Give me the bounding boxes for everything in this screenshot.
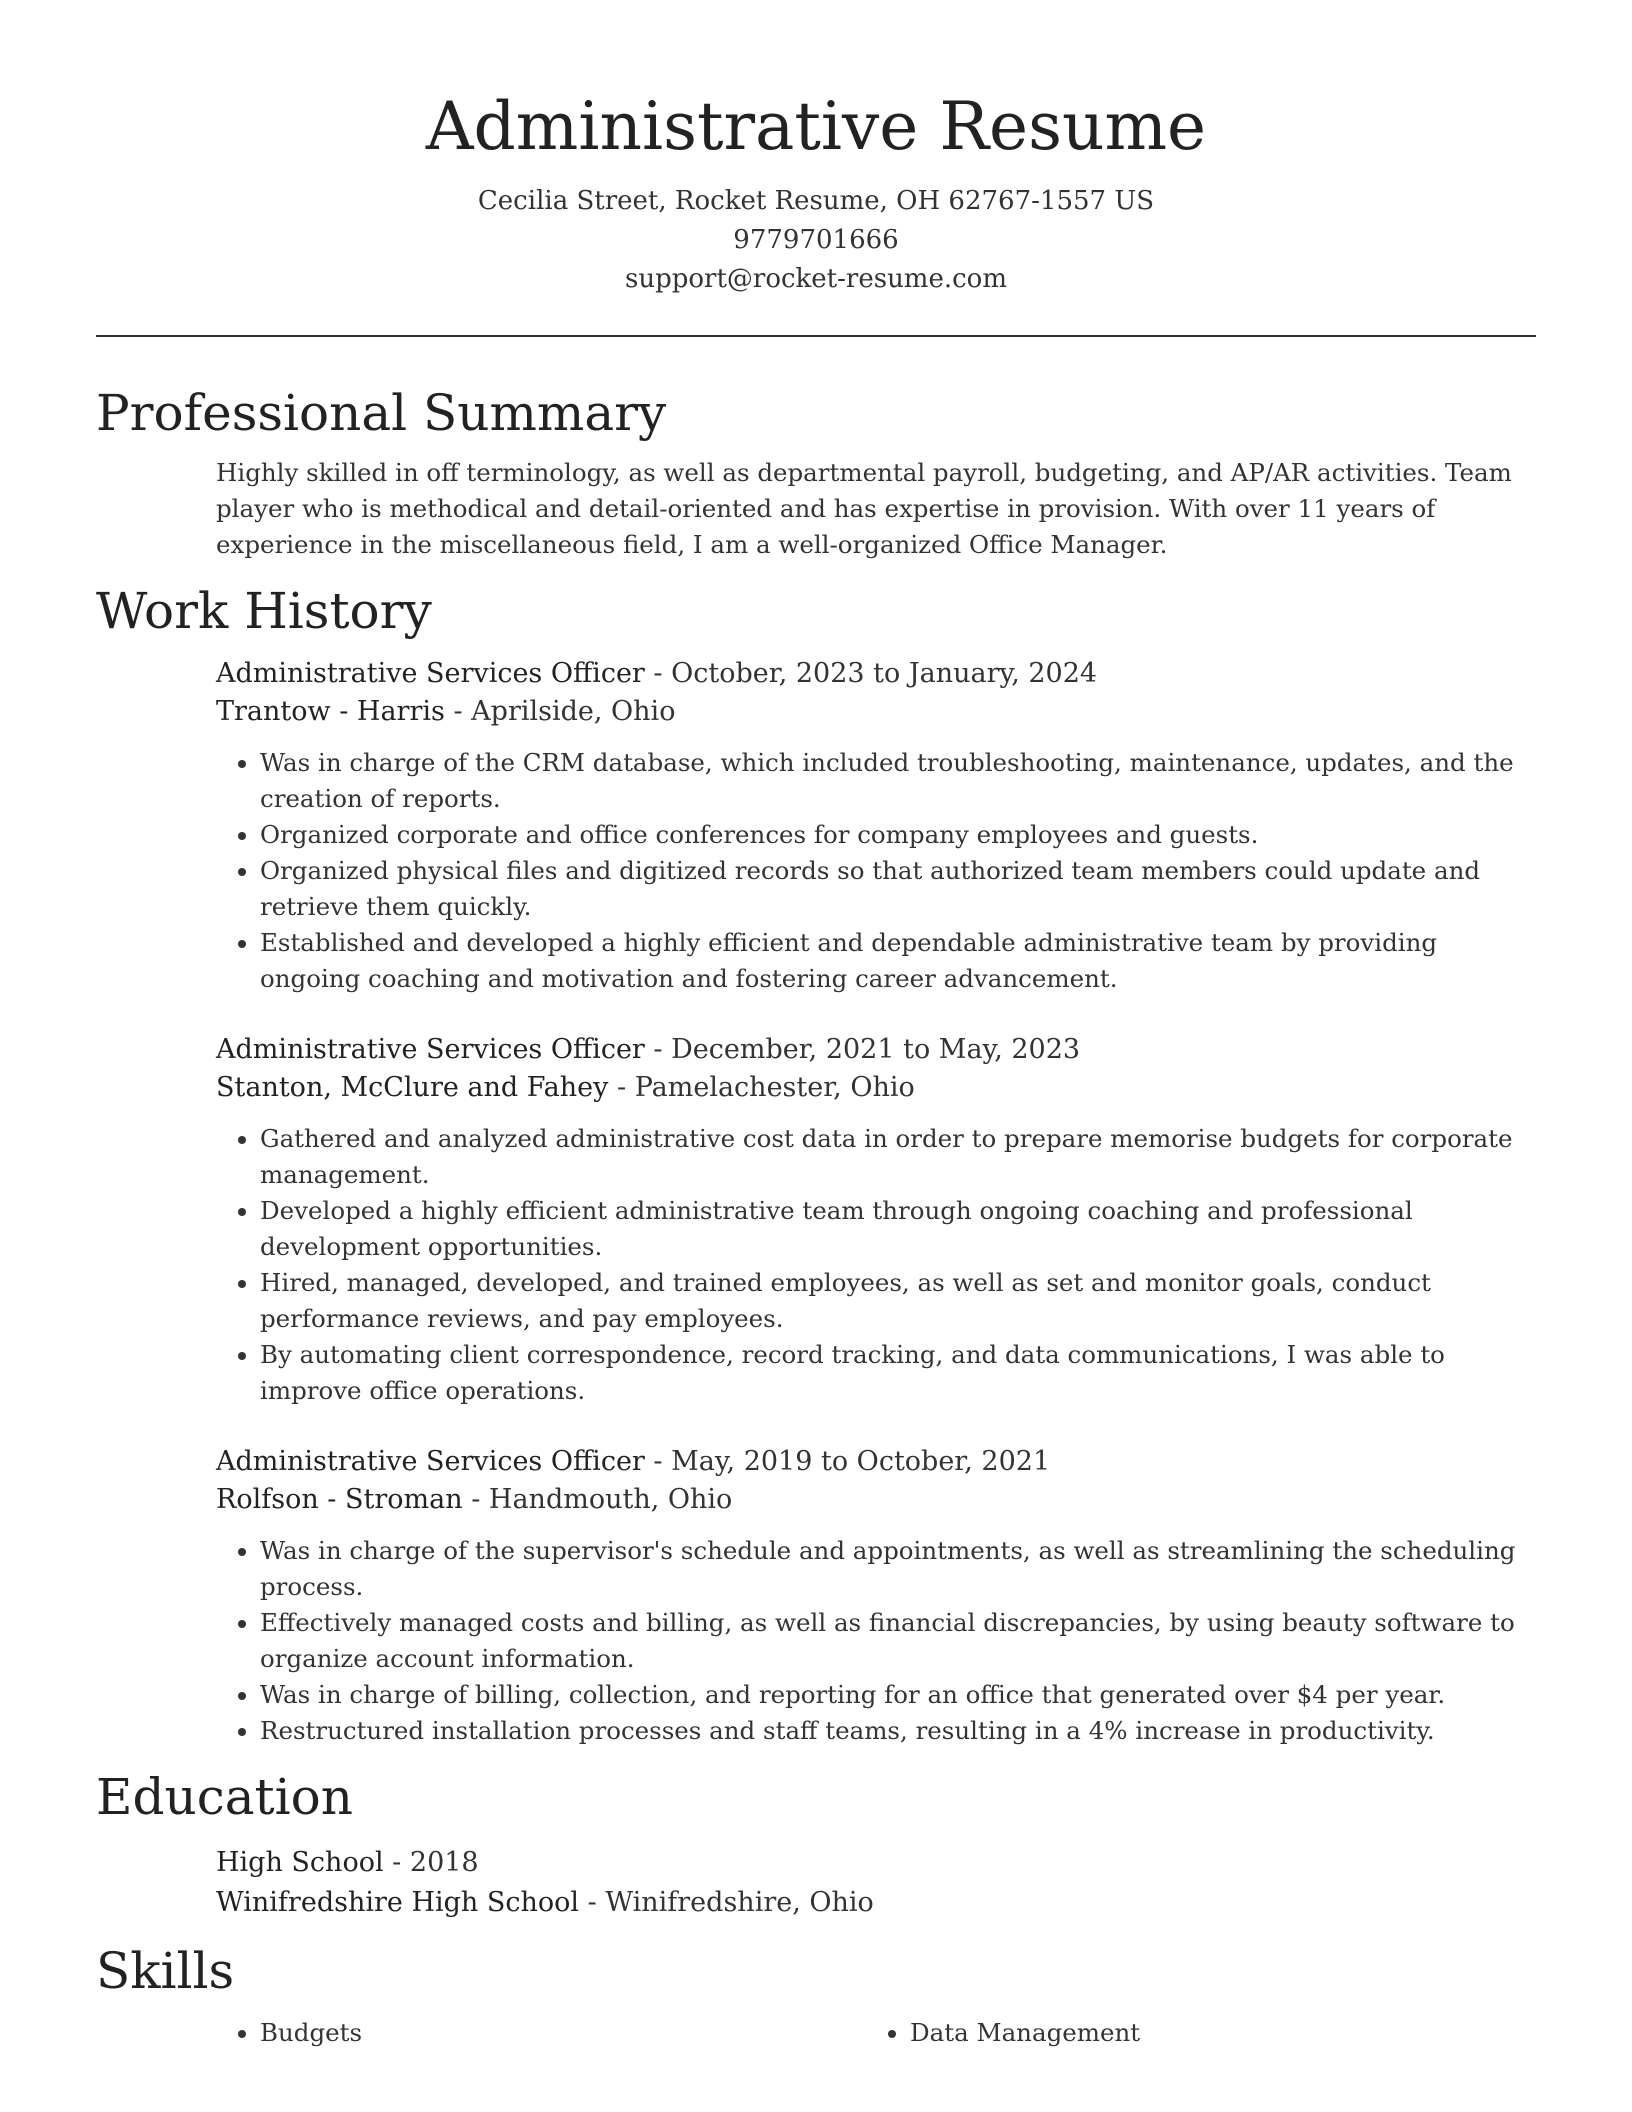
job-entry [216, 1443, 1536, 1749]
job-bullet: • Restructured installation processes and staff teams, resulting in a 4% increase in productivity. [260, 1713, 1536, 1749]
job-bullet: • Developed a highly efficient administrative team through ongoing coaching and professional development opportunities. [260, 1193, 1536, 1265]
job-dates: May, 2019 to October, 2021 [671, 1446, 1051, 1477]
job-title: Administrative Services Officer [216, 1034, 645, 1065]
education-section [96, 1765, 1536, 1923]
contact-email: support@rocket-resume.com [624, 264, 1007, 294]
education-school: Winifredshire High School [216, 1887, 580, 1918]
job-entry [216, 1031, 1536, 1409]
job-location: Handmouth, Ohio [488, 1484, 733, 1515]
job-bullets [216, 1121, 1536, 1409]
job-company-line: Rolfson - Stroman - Handmouth, Ohio [216, 1484, 733, 1515]
job-bullet: • Was in charge of billing, collection, and reporting for an office that generated over $4 per year. [260, 1677, 1536, 1713]
skills-section [96, 1939, 1536, 2051]
job-bullet: • Organized physical files and digitized records so that authorized team members could update and retrieve them quickly. [260, 853, 1536, 925]
job-title-line: Administrative Services Officer - December, 2021 to May, 2023 [216, 1034, 1081, 1065]
job-company-line: Stanton, McClure and Fahey - Pamelachester, Ohio [216, 1072, 915, 1103]
job-company-line: Trantow - Harris - Aprilside, Ohio [216, 696, 676, 727]
job-bullet: • By automating client correspondence, record tracking, and data communications, I was able to improve office operations. [260, 1337, 1536, 1409]
resume-page [96, 0, 1536, 2051]
education-heading: Education [96, 1768, 353, 1826]
job-company: Trantow - Harris [216, 696, 445, 727]
work-heading: Work History [96, 582, 432, 640]
job-title-line: Administrative Services Officer - October, 2023 to January, 2024 [216, 658, 1098, 689]
education-entry [216, 1843, 1536, 1923]
work-section [96, 579, 1536, 1749]
skills-heading: Skills [96, 1942, 235, 2000]
job-bullet: • Established and developed a highly efficient and dependable administrative team by providing ongoing coaching and motivation and fostering career advancement. [260, 925, 1536, 997]
skill-item: • Data Management [910, 2015, 1516, 2051]
job-bullets [216, 745, 1536, 997]
job-bullet: • Effectively managed costs and billing, as well as financial discrepancies, by using beauty software to organize account information. [260, 1605, 1536, 1677]
education-year: 2018 [409, 1847, 479, 1878]
resume-title: Administrative Resume [425, 88, 1207, 165]
job-title: Administrative Services Officer [216, 1446, 645, 1477]
summary-text: Highly skilled in off terminology, as well as departmental payroll, budgeting, and AP/AR activities. Team player who is methodical and detail-oriented and has expertise in provision. With over 11 years of experience in the miscellaneous field, I am a well-organized Office Manager. [216, 458, 1512, 559]
contact-address: Cecilia Street, Rocket Resume, OH 62767-1557 US [477, 186, 1155, 216]
job-entry [216, 655, 1536, 997]
job-title: Administrative Services Officer [216, 658, 645, 689]
skill-item: • Budgets [260, 2015, 866, 2051]
skills-list-left [216, 2015, 866, 2051]
job-location: Pamelachester, Ohio [634, 1072, 915, 1103]
job-bullet: • Organized corporate and office conferences for company employees and guests. [260, 817, 1536, 853]
job-location: Aprilside, Ohio [471, 696, 676, 727]
contact-phone: 9779701666 [733, 225, 899, 255]
job-bullet: • Gathered and analyzed administrative cost data in order to prepare memorise budgets for corporate management. [260, 1121, 1536, 1193]
summary-heading: Professional Summary [96, 384, 667, 442]
summary-section [96, 381, 1536, 563]
job-title-line: Administrative Services Officer - May, 2019 to October, 2021 [216, 1446, 1051, 1477]
contact-block [96, 182, 1536, 299]
resume-header [96, 0, 1536, 299]
education-school-line: Winifredshire High School - Winifredshire, Ohio [216, 1887, 874, 1918]
job-dates: October, 2023 to January, 2024 [671, 658, 1098, 689]
skills-list-right [866, 2015, 1516, 2051]
education-location: Winifredshire, Ohio [605, 1887, 874, 1918]
skills-grid [216, 2015, 1536, 2051]
job-company: Stanton, McClure and Fahey [216, 1072, 609, 1103]
education-degree: High School [216, 1847, 384, 1878]
header-divider [96, 335, 1536, 337]
education-degree-line: High School - 2018 [216, 1847, 479, 1878]
job-bullet: • Was in charge of the supervisor's schedule and appointments, as well as streamlining the scheduling process. [260, 1533, 1536, 1605]
job-bullet: • Was in charge of the CRM database, which included troubleshooting, maintenance, updates, and the creation of reports. [260, 745, 1536, 817]
job-bullets [216, 1533, 1536, 1749]
job-company: Rolfson - Stroman [216, 1484, 463, 1515]
job-bullet: • Hired, managed, developed, and trained employees, as well as set and monitor goals, conduct performance reviews, and pay employees. [260, 1265, 1536, 1337]
job-dates: December, 2021 to May, 2023 [671, 1034, 1081, 1065]
